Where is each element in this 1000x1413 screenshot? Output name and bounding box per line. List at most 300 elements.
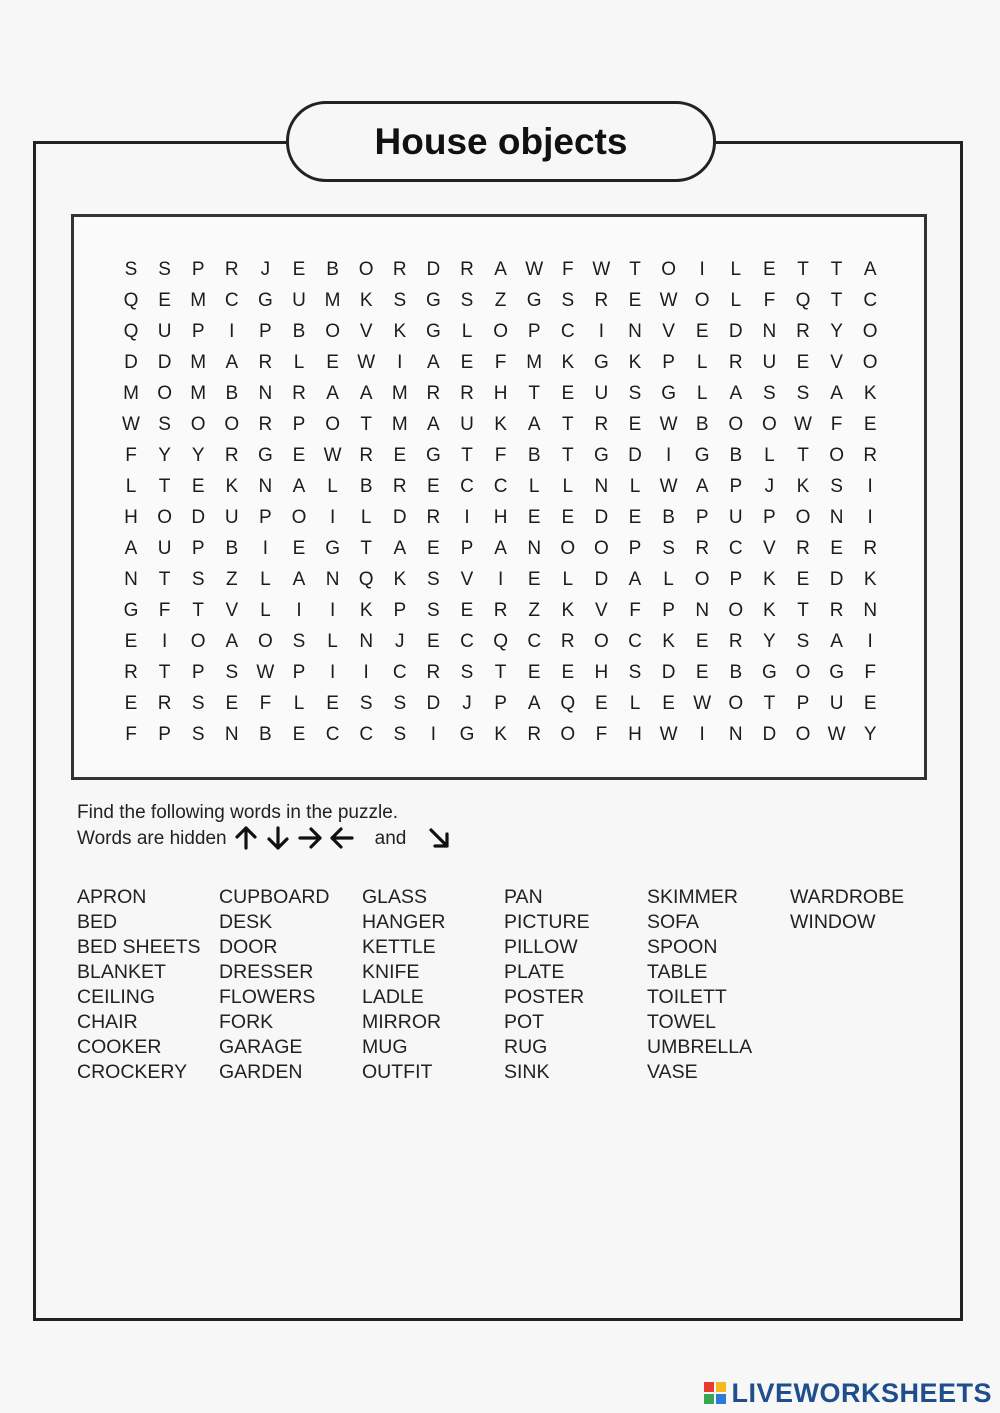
- grid-letter[interactable]: N: [359, 631, 374, 652]
- grid-letter[interactable]: E: [662, 693, 675, 714]
- grid-letter[interactable]: S: [124, 259, 138, 280]
- grid-letter[interactable]: C: [460, 631, 474, 652]
- grid-letter[interactable]: O: [795, 724, 811, 745]
- grid-letter[interactable]: O: [560, 538, 576, 559]
- grid-letter[interactable]: D: [157, 352, 172, 373]
- grid-letter[interactable]: E: [561, 507, 575, 528]
- grid-letter[interactable]: K: [628, 352, 642, 373]
- grid-letter[interactable]: D: [594, 569, 609, 590]
- grid-letter[interactable]: P: [460, 538, 474, 559]
- grid-letter[interactable]: F: [125, 445, 137, 466]
- grid-letter[interactable]: R: [594, 290, 609, 311]
- grid-letter[interactable]: H: [628, 724, 642, 745]
- grid-letter[interactable]: W: [659, 414, 678, 435]
- grid-letter[interactable]: L: [360, 507, 372, 528]
- grid-letter[interactable]: E: [225, 693, 239, 714]
- grid-letter[interactable]: P: [259, 507, 272, 528]
- grid-letter[interactable]: T: [360, 538, 372, 559]
- grid-letter[interactable]: A: [494, 259, 507, 280]
- grid-letter[interactable]: E: [527, 507, 541, 528]
- grid-letter[interactable]: R: [224, 259, 239, 280]
- grid-letter[interactable]: E: [158, 290, 171, 311]
- grid-letter[interactable]: N: [258, 383, 273, 404]
- grid-letter[interactable]: O: [728, 693, 744, 714]
- grid-letter[interactable]: Y: [763, 631, 776, 652]
- grid-letter[interactable]: K: [763, 600, 776, 621]
- grid-letter[interactable]: L: [629, 693, 641, 714]
- grid-letter[interactable]: O: [358, 259, 374, 280]
- grid-letter[interactable]: G: [661, 383, 676, 404]
- grid-letter[interactable]: C: [392, 662, 407, 683]
- grid-letter[interactable]: T: [797, 259, 809, 280]
- grid-letter[interactable]: L: [764, 445, 775, 466]
- grid-letter[interactable]: P: [191, 321, 205, 342]
- grid-letter[interactable]: I: [665, 445, 672, 466]
- grid-letter[interactable]: M: [123, 383, 139, 404]
- grid-letter[interactable]: G: [426, 445, 441, 466]
- grid-letter[interactable]: E: [124, 693, 138, 714]
- grid-letter[interactable]: K: [662, 631, 675, 652]
- grid-letter[interactable]: C: [527, 631, 542, 652]
- grid-letter[interactable]: N: [762, 321, 777, 342]
- grid-letter[interactable]: A: [830, 383, 843, 404]
- grid-letter[interactable]: M: [324, 290, 341, 311]
- grid-letter[interactable]: W: [122, 414, 140, 435]
- grid-letter[interactable]: S: [796, 383, 810, 404]
- grid-letter[interactable]: O: [258, 631, 273, 652]
- grid-letter[interactable]: O: [157, 383, 172, 404]
- grid-letter[interactable]: L: [696, 383, 708, 404]
- grid-letter[interactable]: G: [426, 290, 441, 311]
- grid-letter[interactable]: E: [595, 693, 608, 714]
- grid-letter[interactable]: A: [494, 538, 507, 559]
- grid-letter[interactable]: K: [359, 600, 373, 621]
- grid-letter[interactable]: O: [493, 321, 508, 342]
- grid-letter[interactable]: Q: [358, 569, 374, 590]
- grid-letter[interactable]: D: [426, 259, 441, 280]
- grid-letter[interactable]: S: [460, 662, 474, 683]
- grid-letter[interactable]: N: [527, 538, 542, 559]
- grid-letter[interactable]: R: [292, 383, 306, 404]
- grid-letter[interactable]: O: [694, 569, 710, 590]
- grid-letter[interactable]: Q: [123, 290, 139, 311]
- grid-letter[interactable]: I: [464, 507, 470, 528]
- grid-letter[interactable]: A: [326, 383, 339, 404]
- grid-letter[interactable]: I: [867, 507, 873, 528]
- grid-letter[interactable]: G: [694, 445, 710, 466]
- grid-letter[interactable]: A: [729, 383, 743, 404]
- grid-letter[interactable]: S: [628, 383, 642, 404]
- grid-letter[interactable]: A: [124, 538, 138, 559]
- grid-letter[interactable]: T: [830, 290, 843, 311]
- grid-letter[interactable]: T: [158, 662, 171, 683]
- grid-letter[interactable]: E: [527, 662, 541, 683]
- grid-letter[interactable]: L: [461, 321, 473, 342]
- grid-letter[interactable]: C: [460, 476, 474, 497]
- grid-letter[interactable]: O: [862, 352, 878, 373]
- grid-letter[interactable]: S: [393, 724, 407, 745]
- grid-letter[interactable]: W: [659, 724, 678, 745]
- grid-letter[interactable]: R: [863, 445, 878, 466]
- grid-letter[interactable]: T: [158, 476, 171, 497]
- grid-letter[interactable]: W: [659, 476, 678, 497]
- grid-letter[interactable]: U: [157, 321, 172, 342]
- grid-letter[interactable]: A: [695, 476, 709, 497]
- grid-letter[interactable]: P: [191, 662, 205, 683]
- grid-letter[interactable]: E: [427, 631, 440, 652]
- grid-letter[interactable]: P: [494, 693, 507, 714]
- grid-letter[interactable]: N: [728, 724, 743, 745]
- grid-letter[interactable]: E: [427, 538, 440, 559]
- grid-letter[interactable]: W: [323, 445, 342, 466]
- grid-letter[interactable]: G: [594, 445, 609, 466]
- grid-letter[interactable]: P: [191, 259, 205, 280]
- grid-letter[interactable]: F: [125, 724, 137, 745]
- grid-letter[interactable]: D: [829, 569, 844, 590]
- grid-letter[interactable]: V: [830, 352, 843, 373]
- grid-letter[interactable]: S: [427, 600, 440, 621]
- grid-letter[interactable]: M: [190, 290, 207, 311]
- grid-letter[interactable]: L: [730, 290, 742, 311]
- grid-letter[interactable]: S: [191, 693, 205, 714]
- grid-letter[interactable]: P: [292, 414, 306, 435]
- grid-letter[interactable]: K: [393, 321, 407, 342]
- grid-letter[interactable]: B: [225, 538, 239, 559]
- grid-letter[interactable]: T: [192, 600, 204, 621]
- grid-letter[interactable]: K: [494, 724, 507, 745]
- grid-letter[interactable]: V: [460, 569, 474, 590]
- grid-letter[interactable]: J: [260, 259, 271, 280]
- grid-letter[interactable]: T: [360, 414, 372, 435]
- grid-letter[interactable]: T: [158, 569, 171, 590]
- grid-letter[interactable]: C: [359, 724, 374, 745]
- grid-letter[interactable]: I: [867, 631, 873, 652]
- grid-letter[interactable]: A: [292, 569, 306, 590]
- grid-letter[interactable]: L: [125, 476, 137, 497]
- grid-letter[interactable]: L: [327, 476, 338, 497]
- grid-letter[interactable]: N: [325, 569, 340, 590]
- grid-letter[interactable]: I: [397, 352, 403, 373]
- grid-letter[interactable]: R: [426, 507, 441, 528]
- grid-letter[interactable]: C: [628, 631, 642, 652]
- grid-letter[interactable]: P: [729, 569, 743, 590]
- grid-letter[interactable]: G: [829, 662, 844, 683]
- grid-letter[interactable]: S: [191, 724, 205, 745]
- grid-letter[interactable]: P: [527, 321, 541, 342]
- grid-letter[interactable]: L: [260, 600, 271, 621]
- grid-letter[interactable]: T: [763, 693, 776, 714]
- grid-letter[interactable]: O: [157, 507, 172, 528]
- grid-letter[interactable]: R: [258, 352, 273, 373]
- grid-letter[interactable]: H: [594, 662, 609, 683]
- grid-letter[interactable]: O: [728, 600, 744, 621]
- grid-letter[interactable]: R: [392, 259, 407, 280]
- grid-letter[interactable]: P: [796, 693, 810, 714]
- grid-letter[interactable]: M: [526, 352, 543, 373]
- grid-letter[interactable]: B: [359, 476, 373, 497]
- grid-letter[interactable]: Q: [493, 631, 508, 652]
- grid-letter[interactable]: I: [497, 569, 504, 590]
- grid-letter[interactable]: W: [357, 352, 376, 373]
- grid-letter[interactable]: E: [326, 693, 339, 714]
- grid-letter[interactable]: O: [560, 724, 576, 745]
- grid-letter[interactable]: I: [262, 538, 269, 559]
- grid-letter[interactable]: E: [561, 662, 575, 683]
- grid-letter[interactable]: T: [461, 445, 473, 466]
- grid-letter[interactable]: L: [293, 693, 305, 714]
- grid-letter[interactable]: I: [867, 476, 873, 497]
- grid-letter[interactable]: O: [325, 321, 340, 342]
- grid-letter[interactable]: G: [762, 662, 777, 683]
- grid-letter[interactable]: R: [359, 445, 374, 466]
- grid-letter[interactable]: L: [696, 352, 708, 373]
- grid-letter[interactable]: E: [695, 662, 709, 683]
- grid-letter[interactable]: O: [762, 414, 777, 435]
- grid-letter[interactable]: A: [393, 538, 407, 559]
- grid-letter[interactable]: R: [258, 414, 273, 435]
- grid-letter[interactable]: A: [225, 352, 239, 373]
- grid-letter[interactable]: T: [561, 414, 574, 435]
- grid-letter[interactable]: A: [427, 414, 440, 435]
- grid-letter[interactable]: G: [123, 600, 139, 621]
- grid-letter[interactable]: O: [795, 662, 811, 683]
- grid-letter[interactable]: W: [525, 259, 544, 280]
- grid-letter[interactable]: G: [459, 724, 475, 745]
- grid-letter[interactable]: L: [562, 476, 574, 497]
- grid-letter[interactable]: U: [224, 507, 239, 528]
- grid-letter[interactable]: E: [561, 383, 575, 404]
- grid-letter[interactable]: K: [561, 600, 575, 621]
- grid-letter[interactable]: O: [190, 414, 206, 435]
- grid-letter[interactable]: E: [796, 352, 810, 373]
- grid-letter[interactable]: C: [560, 321, 575, 342]
- grid-letter[interactable]: P: [292, 662, 306, 683]
- grid-letter[interactable]: N: [695, 600, 710, 621]
- grid-letter[interactable]: L: [528, 476, 540, 497]
- grid-letter[interactable]: E: [460, 600, 474, 621]
- grid-letter[interactable]: E: [292, 445, 306, 466]
- grid-letter[interactable]: D: [762, 724, 777, 745]
- grid-letter[interactable]: V: [225, 600, 239, 621]
- grid-letter[interactable]: E: [292, 259, 306, 280]
- grid-letter[interactable]: M: [190, 383, 207, 404]
- grid-letter[interactable]: A: [628, 569, 642, 590]
- grid-letter[interactable]: O: [694, 290, 710, 311]
- grid-letter[interactable]: C: [325, 724, 340, 745]
- grid-letter[interactable]: U: [594, 383, 609, 404]
- grid-letter[interactable]: U: [157, 538, 172, 559]
- grid-letter[interactable]: Y: [830, 321, 843, 342]
- grid-letter[interactable]: S: [460, 290, 474, 311]
- grid-letter[interactable]: F: [259, 693, 272, 714]
- grid-letter[interactable]: R: [224, 445, 239, 466]
- grid-letter[interactable]: R: [594, 414, 609, 435]
- grid-letter[interactable]: U: [762, 352, 777, 373]
- grid-letter[interactable]: I: [699, 259, 705, 280]
- grid-letter[interactable]: P: [259, 321, 272, 342]
- grid-letter[interactable]: J: [462, 693, 472, 714]
- grid-letter[interactable]: F: [561, 259, 574, 280]
- grid-letter[interactable]: K: [863, 569, 877, 590]
- grid-letter[interactable]: O: [325, 414, 340, 435]
- grid-letter[interactable]: K: [863, 383, 877, 404]
- grid-letter[interactable]: Q: [560, 693, 576, 714]
- grid-letter[interactable]: O: [594, 631, 609, 652]
- grid-letter[interactable]: K: [359, 290, 373, 311]
- grid-letter[interactable]: R: [695, 538, 710, 559]
- grid-letter[interactable]: O: [594, 538, 609, 559]
- grid-letter[interactable]: C: [863, 290, 878, 311]
- grid-letter[interactable]: R: [728, 352, 743, 373]
- grid-letter[interactable]: R: [392, 476, 407, 497]
- grid-letter[interactable]: D: [426, 693, 441, 714]
- grid-letter[interactable]: N: [594, 476, 609, 497]
- grid-letter[interactable]: I: [296, 600, 302, 621]
- grid-letter[interactable]: M: [391, 383, 408, 404]
- grid-letter[interactable]: T: [797, 600, 809, 621]
- grid-letter[interactable]: O: [728, 414, 744, 435]
- grid-letter[interactable]: Z: [528, 600, 540, 621]
- grid-letter[interactable]: T: [528, 383, 540, 404]
- grid-letter[interactable]: R: [829, 600, 844, 621]
- grid-letter[interactable]: I: [430, 724, 437, 745]
- grid-letter[interactable]: E: [460, 352, 474, 373]
- grid-letter[interactable]: N: [124, 569, 138, 590]
- grid-letter[interactable]: E: [796, 569, 810, 590]
- grid-letter[interactable]: K: [561, 352, 575, 373]
- grid-letter[interactable]: E: [393, 445, 407, 466]
- grid-letter[interactable]: T: [561, 445, 574, 466]
- grid-letter[interactable]: E: [527, 569, 541, 590]
- grid-letter[interactable]: S: [830, 476, 843, 497]
- grid-letter[interactable]: C: [224, 290, 239, 311]
- grid-letter[interactable]: A: [225, 631, 239, 652]
- grid-letter[interactable]: N: [863, 600, 878, 621]
- grid-letter[interactable]: I: [329, 507, 336, 528]
- grid-letter[interactable]: E: [763, 259, 776, 280]
- grid-letter[interactable]: F: [763, 290, 776, 311]
- grid-letter[interactable]: R: [426, 383, 441, 404]
- grid-letter[interactable]: S: [561, 290, 575, 311]
- grid-letter[interactable]: Z: [494, 290, 507, 311]
- grid-letter[interactable]: L: [293, 352, 305, 373]
- grid-letter[interactable]: W: [592, 259, 611, 280]
- grid-letter[interactable]: D: [124, 352, 138, 373]
- grid-letter[interactable]: S: [359, 693, 373, 714]
- grid-letter[interactable]: R: [796, 321, 810, 342]
- grid-letter[interactable]: R: [728, 631, 743, 652]
- grid-letter[interactable]: L: [629, 476, 641, 497]
- grid-letter[interactable]: S: [191, 569, 205, 590]
- grid-letter[interactable]: F: [595, 724, 608, 745]
- grid-letter[interactable]: R: [426, 662, 441, 683]
- grid-letter[interactable]: Y: [158, 445, 171, 466]
- grid-letter[interactable]: A: [527, 693, 541, 714]
- grid-letter[interactable]: N: [829, 507, 844, 528]
- grid-letter[interactable]: S: [628, 662, 642, 683]
- grid-letter[interactable]: A: [527, 414, 541, 435]
- grid-letter[interactable]: E: [628, 507, 642, 528]
- grid-letter[interactable]: E: [292, 724, 306, 745]
- grid-letter[interactable]: Y: [863, 724, 877, 745]
- grid-letter[interactable]: K: [796, 476, 810, 497]
- grid-letter[interactable]: H: [124, 507, 138, 528]
- grid-letter[interactable]: V: [763, 538, 776, 559]
- grid-letter[interactable]: E: [830, 538, 843, 559]
- grid-letter[interactable]: P: [662, 600, 675, 621]
- grid-letter[interactable]: I: [161, 631, 168, 652]
- grid-letter[interactable]: V: [359, 321, 373, 342]
- grid-letter[interactable]: M: [190, 352, 207, 373]
- grid-letter[interactable]: S: [393, 693, 407, 714]
- grid-letter[interactable]: L: [663, 569, 674, 590]
- grid-letter[interactable]: L: [562, 569, 574, 590]
- grid-letter[interactable]: G: [526, 290, 542, 311]
- grid-letter[interactable]: W: [827, 724, 846, 745]
- grid-letter[interactable]: U: [829, 693, 844, 714]
- grid-letter[interactable]: P: [763, 507, 776, 528]
- grid-letter[interactable]: E: [628, 414, 642, 435]
- grid-letter[interactable]: K: [225, 476, 239, 497]
- grid-letter[interactable]: R: [527, 724, 542, 745]
- grid-letter[interactable]: L: [730, 259, 742, 280]
- grid-letter[interactable]: B: [292, 321, 306, 342]
- grid-letter[interactable]: I: [598, 321, 605, 342]
- grid-letter[interactable]: J: [764, 476, 775, 497]
- grid-letter[interactable]: G: [258, 290, 273, 311]
- grid-letter[interactable]: Z: [225, 569, 238, 590]
- grid-letter[interactable]: K: [494, 414, 507, 435]
- grid-letter[interactable]: S: [225, 662, 239, 683]
- grid-letter[interactable]: S: [427, 569, 440, 590]
- grid-letter[interactable]: D: [728, 321, 743, 342]
- grid-letter[interactable]: D: [594, 507, 609, 528]
- grid-letter[interactable]: F: [830, 414, 843, 435]
- grid-letter[interactable]: S: [393, 290, 407, 311]
- grid-letter[interactable]: G: [426, 321, 441, 342]
- grid-letter[interactable]: L: [327, 631, 338, 652]
- grid-letter[interactable]: O: [862, 321, 878, 342]
- grid-letter[interactable]: F: [158, 600, 171, 621]
- grid-letter[interactable]: G: [594, 352, 609, 373]
- grid-letter[interactable]: G: [258, 445, 273, 466]
- grid-letter[interactable]: K: [393, 569, 407, 590]
- grid-letter[interactable]: H: [493, 383, 508, 404]
- grid-letter[interactable]: A: [427, 352, 440, 373]
- grid-letter[interactable]: O: [661, 259, 676, 280]
- grid-letter[interactable]: B: [527, 445, 541, 466]
- grid-letter[interactable]: S: [796, 631, 810, 652]
- grid-letter[interactable]: I: [329, 600, 336, 621]
- grid-letter[interactable]: E: [292, 538, 306, 559]
- grid-letter[interactable]: P: [158, 724, 171, 745]
- grid-letter[interactable]: R: [124, 662, 138, 683]
- grid-letter[interactable]: D: [628, 445, 642, 466]
- grid-letter[interactable]: I: [229, 321, 235, 342]
- grid-letter[interactable]: J: [395, 631, 405, 652]
- grid-letter[interactable]: R: [493, 600, 508, 621]
- grid-letter[interactable]: O: [829, 445, 844, 466]
- grid-letter[interactable]: O: [795, 507, 811, 528]
- grid-letter[interactable]: N: [224, 724, 239, 745]
- grid-letter[interactable]: M: [391, 414, 408, 435]
- grid-letter[interactable]: R: [157, 693, 172, 714]
- grid-letter[interactable]: A: [359, 383, 373, 404]
- grid-letter[interactable]: G: [325, 538, 340, 559]
- grid-letter[interactable]: R: [460, 383, 474, 404]
- grid-letter[interactable]: E: [326, 352, 339, 373]
- grid-letter[interactable]: U: [292, 290, 306, 311]
